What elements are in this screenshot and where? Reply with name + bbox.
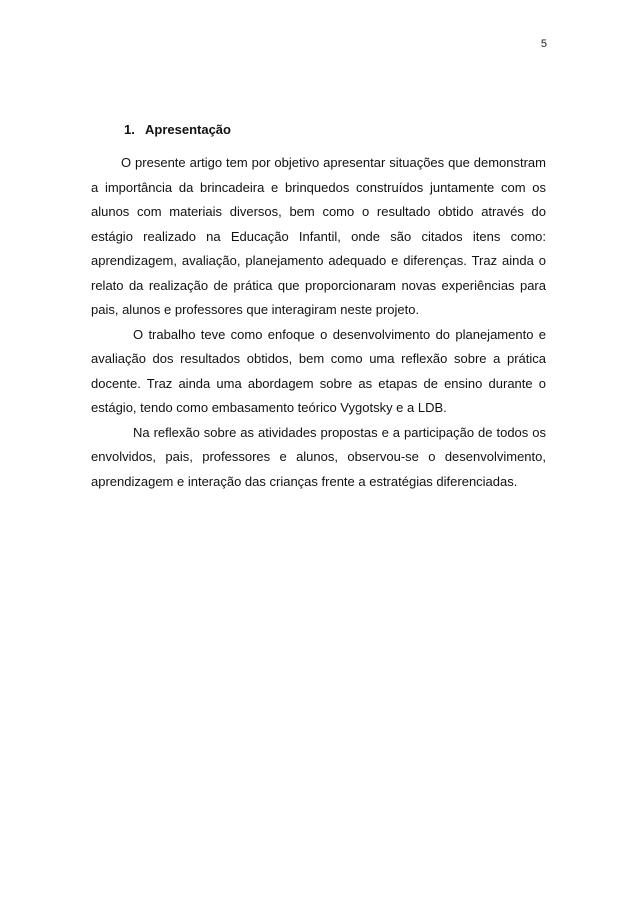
paragraph-reflection: Na reflexão sobre as atividades propostas e a participação de todos os envolvidos, pais, professores e alunos, observou-se o desenvolvimento, aprendizagem e interação das crianças frente a estratégias diferenciadas.: [91, 424, 546, 489]
body-text: [91, 151, 546, 494]
section-title: Apresentação: [145, 122, 231, 137]
page-number: 5: [540, 38, 547, 50]
section-number: 1.: [124, 122, 135, 137]
paragraph-focus: O trabalho teve como enfoque o desenvolvimento do planejamento e avaliação dos resultados obtidos, bem como uma reflexão sobre a prática docente. Traz ainda uma abordagem sobre as etapas de ensino durante o estágio, tendo como embasamento teórico Vygotsky e a LDB.: [91, 326, 546, 415]
paragraph-intro: O presente artigo tem por objetivo apresentar situações que demonstram a importância da brincadeira e brinquedos construídos juntamente com os alunos com materiais diversos, bem como o resultado obtido através do estágio realizado na Educação Infantil, onde são citados itens como: aprendizagem, avaliação, planejamento adequado e diferenças. Traz ainda o relato da realização de prática que proporcionaram novas experiências para pais, alunos e professores que interagiram neste projeto.: [91, 155, 546, 317]
section-heading: [124, 122, 231, 137]
